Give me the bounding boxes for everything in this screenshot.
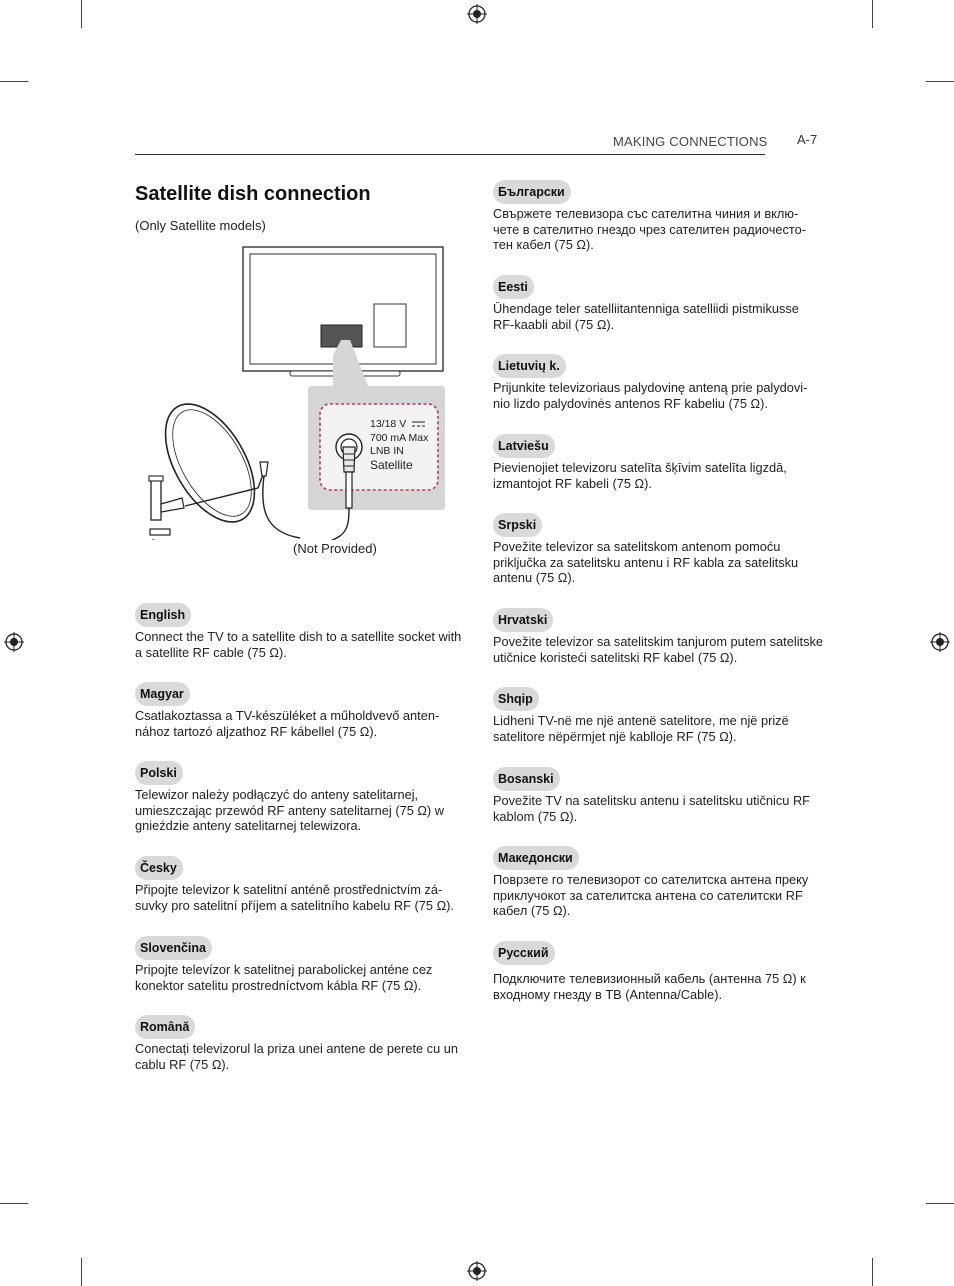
language-text: Connect the TV to a satellite dish to a satellite socket with a satellite RF cable (75 Ω). bbox=[135, 629, 462, 660]
registration-mark-icon bbox=[467, 1261, 487, 1281]
language-text: Ühendage teler satelliitantenniga satelliidi pistmikusse RF-kaabli abil (75 Ω). bbox=[493, 301, 799, 332]
page-title: Satellite dish connection bbox=[135, 183, 371, 205]
language-block bbox=[493, 434, 823, 491]
language-label: Česky bbox=[135, 856, 183, 880]
language-block bbox=[493, 354, 823, 411]
language-label: Bosanski bbox=[493, 767, 560, 791]
language-label: Română bbox=[135, 1015, 195, 1039]
language-block bbox=[493, 767, 823, 824]
crop-mark bbox=[872, 0, 873, 28]
language-label: Eesti bbox=[493, 275, 534, 299]
language-text: Povežite televizor sa satelitskim tanjurom putem satelitske utičnice koristeći satelitski RF kabel (75 Ω). bbox=[493, 634, 824, 665]
satellite-dish-icon bbox=[147, 389, 273, 537]
language-block bbox=[135, 936, 465, 993]
language-text: Pripojte televízor k satelitnej parabolickej anténe cez konektor satelitu prostredníctvom kábla RF (75 Ω). bbox=[135, 962, 433, 993]
language-block bbox=[493, 275, 823, 332]
language-block bbox=[135, 761, 465, 834]
page-header bbox=[135, 128, 819, 156]
language-label: Русский bbox=[493, 941, 555, 965]
language-block bbox=[493, 846, 823, 919]
language-text: Lidheni TV-në me një antenë satelitore, me një prizë satelitore nëpërmjet një kablloje RF (75 Ω). bbox=[493, 713, 789, 744]
port-name-label: Satellite bbox=[370, 458, 413, 472]
language-label: Shqip bbox=[493, 687, 539, 711]
language-block bbox=[135, 682, 465, 739]
language-block bbox=[493, 687, 823, 744]
language-label: Slovenčina bbox=[135, 936, 212, 960]
crop-mark bbox=[0, 81, 28, 82]
language-block bbox=[135, 603, 465, 660]
language-block bbox=[135, 856, 465, 913]
language-block bbox=[493, 608, 823, 665]
port-current-label: 700 mA Max bbox=[370, 432, 429, 444]
language-label: Latviešu bbox=[493, 434, 555, 458]
language-text: Povežite televizor sa satelitskom antenom pomoću priključka za satelitsku antenu i RF kabla za satelitsku antenu (75 Ω). bbox=[493, 539, 799, 586]
crop-mark bbox=[81, 0, 82, 28]
crop-mark bbox=[926, 81, 954, 82]
crop-mark bbox=[872, 1258, 873, 1286]
port-voltage-label: 13/18 V bbox=[370, 418, 407, 430]
language-text: Подключите телевизионный кабель (антенна 75 Ω) к входному гнезду в ТВ (Antenna/Cable). bbox=[493, 971, 806, 1002]
language-block bbox=[493, 180, 823, 253]
language-block bbox=[493, 513, 823, 586]
language-text: Telewizor należy podłączyć do anteny satelitarnej, umieszczając przewód RF anteny satelitarnej (75 Ω) w gnieździe anteny satelitarnej telewizora. bbox=[135, 787, 444, 834]
language-text: Conectați televizorul la priza unei antene de perete cu un cablu RF (75 Ω). bbox=[135, 1041, 458, 1072]
registration-mark-icon bbox=[4, 632, 24, 652]
registration-mark-icon bbox=[930, 632, 950, 652]
language-block bbox=[135, 1015, 465, 1072]
language-label: Български bbox=[493, 180, 571, 204]
language-label: Polski bbox=[135, 761, 183, 785]
language-text: Csatlakoztassa a TV-készüléket a műholdvevő anten-nához tartozó aljzathoz RF kábellel (75 Ω). bbox=[135, 708, 440, 739]
crop-mark bbox=[926, 1203, 954, 1204]
header-rule bbox=[135, 154, 765, 155]
language-text: Připojte televizor k satelitní anténě prostřednictvím zá-suvky pro satelitní příjem a satelitního kabelu RF (75 Ω). bbox=[135, 882, 454, 913]
satellite-connection-diagram bbox=[140, 240, 450, 540]
crop-mark bbox=[0, 1203, 28, 1204]
section-title: MAKING CONNECTIONS bbox=[613, 134, 768, 149]
language-text: Pievienojiet televizoru satelīta šķīvim satelīta ligzdā, izmantojot RF kabeli (75 Ω). bbox=[493, 460, 787, 491]
cable-note: (Not Provided) bbox=[293, 541, 377, 556]
crop-mark bbox=[81, 1258, 82, 1286]
page-number: A-7 bbox=[797, 132, 818, 147]
language-text: Поврзете го телевизорот со сателитска антена преку приклучокот за сателитска антена со сателитски RF кабел (75 Ω). bbox=[493, 872, 809, 919]
registration-mark-icon bbox=[467, 4, 487, 24]
language-text: Prijunkite televizoriaus palydovinę anteną prie palydovi-nio lizdo palydovinės antenos RF kabeliu (75 Ω). bbox=[493, 380, 808, 411]
language-label: Magyar bbox=[135, 682, 190, 706]
language-label: Hrvatski bbox=[493, 608, 553, 632]
language-text: Свържете телевизора със сателитна чиния и вклю-чете в сателитно гнездо чрез сателитен радиочесто-тен кабел (75 Ω). bbox=[493, 206, 806, 253]
subtitle: (Only Satellite models) bbox=[135, 218, 266, 233]
language-label: Srpski bbox=[493, 513, 542, 537]
port-lnb-label: LNB IN bbox=[370, 445, 404, 457]
language-label: Македонски bbox=[493, 846, 579, 870]
language-block bbox=[493, 941, 823, 1002]
language-label: Lietuvių k. bbox=[493, 354, 566, 378]
language-text: Povežite TV na satelitsku antenu i satelitsku utičnicu RF kablom (75 Ω). bbox=[493, 793, 810, 824]
language-label: English bbox=[135, 603, 191, 627]
rf-cable bbox=[263, 476, 300, 538]
rf-cable bbox=[152, 508, 349, 540]
